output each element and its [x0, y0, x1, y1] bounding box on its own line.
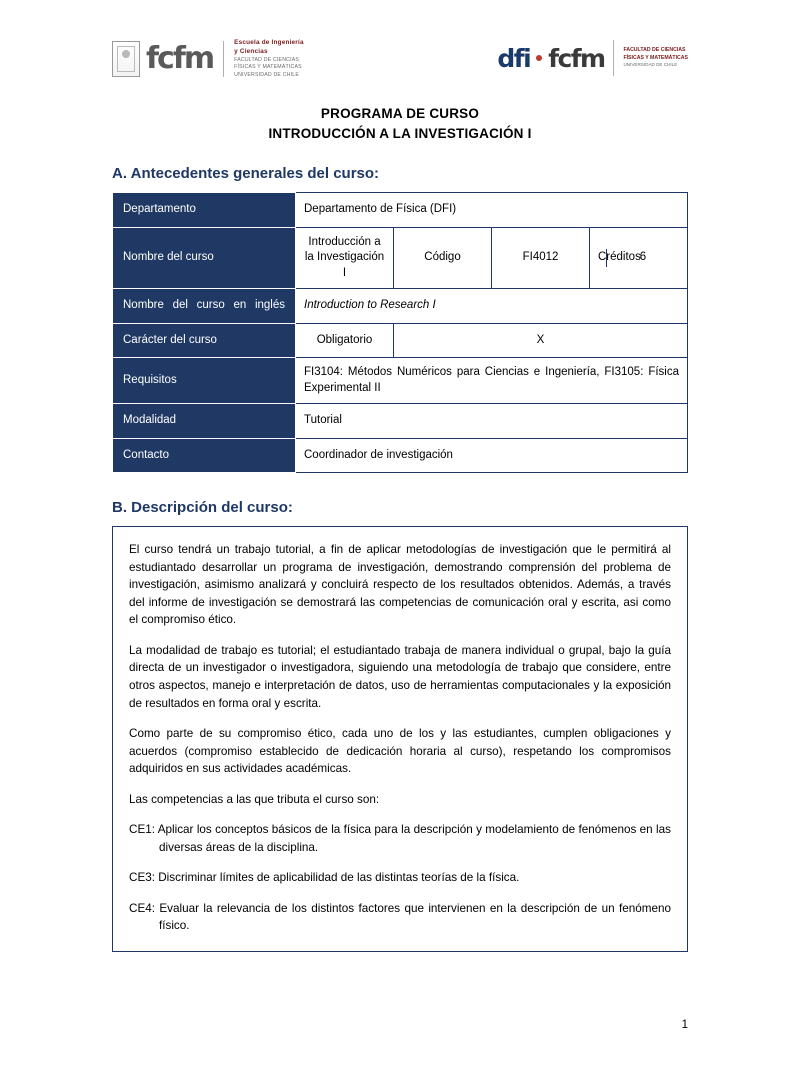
description-paragraph-1: El curso tendrá un trabajo tutorial, a fin de aplicar metodologías de investigación que le permitirá al estudiantado desarrollar un programa de investigación, demostrando comprensión del problema de investigación, asimismo analizará y concluirá respecto de los resultados obtenidos. Además, a través del informe de investigación se demostrará las competencias de comunicación oral y escrita, asi como el compromiso ético. — [129, 543, 671, 627]
value-departamento: Departamento de Física (DFI) — [296, 193, 688, 228]
document-page — [0, 38, 800, 1073]
label-modalidad: Modalidad — [113, 404, 296, 439]
credits-cell — [590, 227, 688, 289]
section-a-heading: A. Antecedentes generales del curso: — [112, 165, 380, 182]
document-header — [0, 38, 800, 98]
value-modalidad: Tutorial — [296, 404, 688, 439]
dfi-logo-text — [623, 47, 688, 69]
course-info-table-wrap — [112, 192, 688, 473]
caracter-mark: X — [394, 323, 688, 358]
table-row-modalidad — [113, 404, 688, 439]
label-nombre-ingles: Nombre del curso en inglés — [113, 289, 296, 324]
value-creditos: 6 — [639, 251, 647, 264]
table-row-departamento — [113, 193, 688, 228]
label-requisitos: Requisitos — [113, 358, 296, 404]
label-codigo: Código — [394, 227, 492, 289]
dfi-logo-line-3: UNIVERSIDAD DE CHILE — [623, 62, 678, 68]
dfi-logo-line-1: FACULTAD DE CIENCIAS — [623, 46, 686, 53]
course-info-table — [112, 192, 688, 473]
fcfm-logo-line-1: Escuela de Ingeniería — [234, 39, 304, 46]
competency-ce4: CE4: Evaluar la relevancia de los distintos factores que intervienen en la descripción de un fenómeno físico. — [129, 901, 671, 933]
dfi-logo-line-2: FÍSICAS Y MATEMÁTICAS — [623, 54, 688, 61]
section-b-heading: B. Descripción del curso: — [112, 499, 293, 517]
table-row-nombre-ingles — [113, 289, 688, 324]
logo-divider-right — [613, 40, 614, 76]
label-departamento: Departamento — [113, 193, 296, 228]
value-nombre-curso: Introducción a la Investigación I — [296, 227, 394, 289]
fcfm-logo-line-5: UNIVERSIDAD DE CHILE — [234, 71, 299, 78]
logo-divider — [223, 41, 224, 77]
fcfm-wordmark: fcfm — [146, 40, 214, 76]
value-caracter: Obligatorio — [296, 323, 394, 358]
course-description-box — [112, 526, 688, 952]
fcfm-small-wordmark: fcfm — [548, 43, 605, 73]
fcfm-logo-line-3: FACULTAD DE CIENCIAS — [234, 56, 300, 63]
page-number: 1 — [681, 1019, 688, 1031]
fcfm-logo-line-4: FÍSICAS Y MATEMÁTICAS — [234, 64, 302, 71]
label-caracter: Carácter del curso — [113, 323, 296, 358]
fcfm-logo-line-2: y Ciencias — [234, 48, 268, 56]
red-dot-icon — [536, 55, 542, 61]
value-contacto: Coordinador de investigación — [296, 438, 688, 473]
table-row-requisitos — [113, 358, 688, 404]
competency-ce1: CE1: Aplicar los conceptos básicos de la física para la descripción y modelamiento de fenómenos en las diversas áreas de la disciplina. — [129, 823, 671, 854]
description-paragraph-3: Como parte de su compromiso ético, cada uno de los y las estudiantes, cumplen obligaciones y acuerdos (compromiso establecido de dedicación horaria al curso), respetando los compromisos adquiridos en sus actividades académicas. — [129, 727, 671, 776]
page-title: PROGRAMA DE CURSO — [320, 106, 480, 121]
label-nombre-curso: Nombre del curso — [113, 227, 296, 289]
table-row-caracter — [113, 323, 688, 358]
label-contacto: Contacto — [113, 438, 296, 473]
table-row-contacto — [113, 438, 688, 473]
value-requisitos: FI3104: Métodos Numéricos para Ciencias e Ingeniería, FI3105: Física Experimental II — [296, 358, 688, 404]
description-paragraph-2: La modalidad de trabajo es tutorial; el estudiantado trabaja de manera individual o grupal, bajo la guía directa de un investigador o investigadora, siguiendo una metodología de trabajo que considere, entre otros aspectos, manejo e interpretación de datos, uso de herramientas computacionales y la exposición de resultados en forma oral y escrita. — [129, 643, 671, 710]
fcfm-logo-left — [112, 38, 304, 79]
label-creditos: Créditos — [598, 249, 607, 267]
value-nombre-ingles: Introduction to Research I — [296, 289, 688, 324]
competency-ce3: CE3: Discriminar límites de aplicabilidad de las distintas teorías de la física. — [129, 871, 520, 885]
fcfm-logo-text — [234, 38, 304, 79]
page-subtitle: INTRODUCCIÓN A LA INVESTIGACIÓN I — [268, 126, 532, 141]
description-paragraph-4: Las competencias a las que tributa el curso son: — [129, 792, 380, 806]
value-codigo: FI4012 — [492, 227, 590, 289]
university-crest-icon — [112, 41, 140, 77]
dfi-wordmark: dfi — [497, 43, 531, 73]
dfi-fcfm-logo-right — [497, 40, 688, 76]
table-row-nombre-curso — [113, 227, 688, 289]
